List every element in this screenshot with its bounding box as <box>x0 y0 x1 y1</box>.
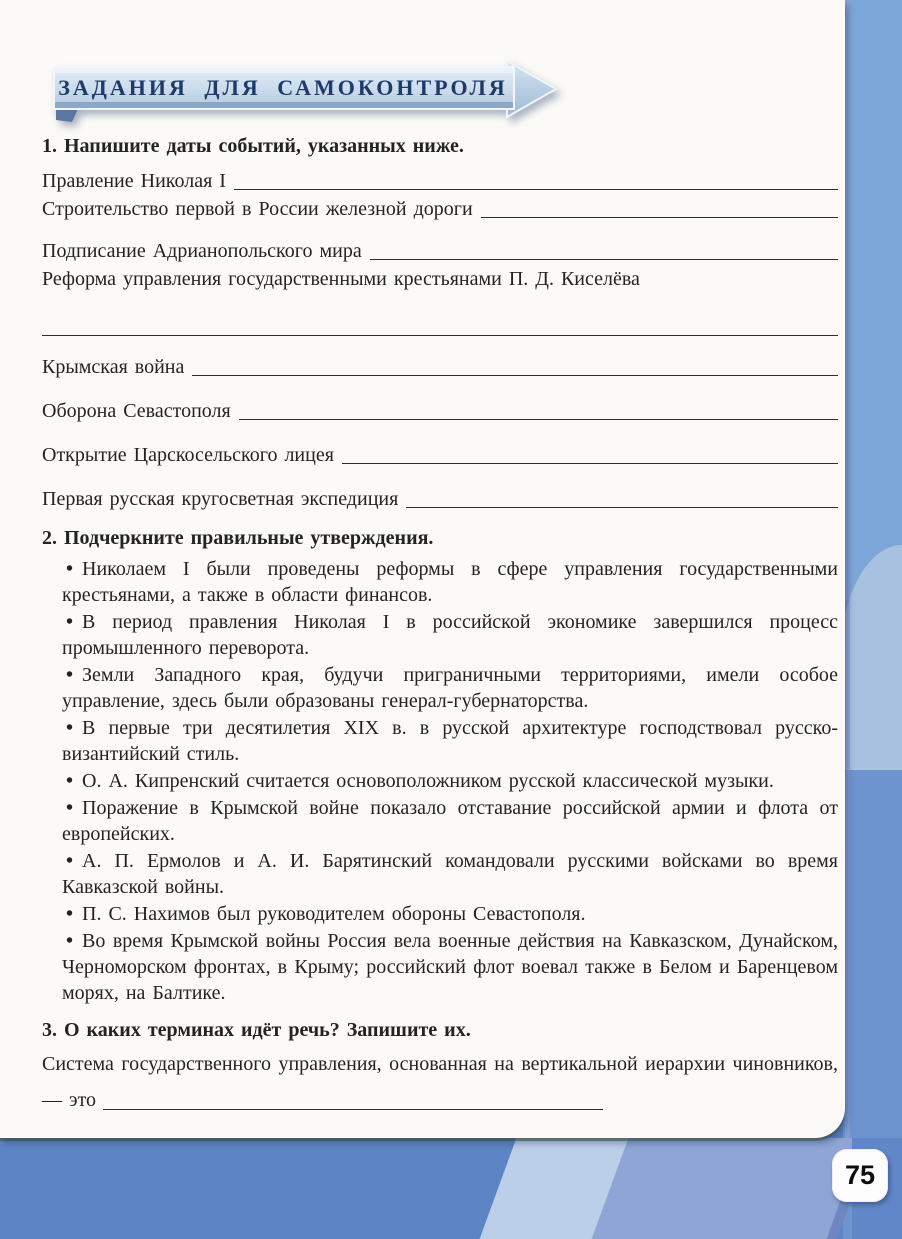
background-shape <box>843 0 902 600</box>
event-label: Реформа управления государственными крестьянами П. Д. Киселёва <box>42 268 640 290</box>
bullet-icon: • <box>66 611 74 633</box>
page-content <box>0 132 845 1118</box>
background-shape <box>592 1138 864 1239</box>
task2-instruction: Подчеркните правильные утверждения. <box>64 527 434 549</box>
event-label: Строительство первой в России железной дороги <box>42 198 473 220</box>
statement-text: О. А. Кипренский считается основоположником русской классической музыки. <box>82 770 774 792</box>
event-label: Крымская война <box>42 356 185 378</box>
statement-item <box>62 662 838 714</box>
bullet-icon: • <box>66 664 74 686</box>
answer-line <box>481 217 838 218</box>
answer-line <box>239 419 838 420</box>
statement-text: Николаем I были проведены реформы в сфере управления государственными крестьянами, а также в области финансов. <box>62 558 838 606</box>
task3-number: 3. <box>42 1019 57 1041</box>
statement-item <box>62 928 838 1006</box>
statement-item <box>62 609 838 661</box>
answer-line <box>192 375 838 376</box>
statement-item <box>62 556 838 608</box>
answer-line <box>103 1109 603 1110</box>
event-label: Открытие Царскосельского лицея <box>42 444 334 466</box>
answer-line <box>406 507 838 508</box>
bullet-icon: • <box>66 930 74 952</box>
task1-row <box>42 168 838 194</box>
task1-row <box>42 380 838 424</box>
section-banner-title: ЗАДАНИЯ ДЛЯ САМОКОНТРОЛЯ <box>58 75 508 100</box>
section-banner <box>52 58 564 124</box>
event-label: Оборона Севастополя <box>42 400 231 422</box>
task3-heading <box>42 1016 838 1044</box>
event-label: Первая русская кругосветная экспедиция <box>42 488 399 510</box>
statement-item <box>62 848 838 900</box>
statement-text: В период правления Николая I в российской экономике завершился процесс промышленного переворота. <box>62 611 838 659</box>
bullet-icon: • <box>66 717 74 739</box>
task1-row <box>42 424 838 468</box>
task1-instruction: Напишите даты событий, указанных ниже. <box>64 135 464 157</box>
bullet-icon: • <box>66 770 74 792</box>
statement-text: Во время Крымской войны Россия вела военные действия на Кавказском, Дунайском, Черноморском фронтах, в Крыму; российский флот воевал также в Белом и Баренцевом морях, на Балтике. <box>62 930 838 1004</box>
task1-number: 1. <box>42 135 57 157</box>
statement-text: Поражение в Крымской войне показало отставание российской армии и флота от европейских. <box>62 797 838 845</box>
term-definition <box>42 1046 838 1118</box>
task3-instruction: О каких терминах идёт речь? Запишите их. <box>64 1019 471 1041</box>
bullet-icon: • <box>66 558 74 580</box>
task1-row <box>42 468 838 512</box>
statement-text: В первые три десятилетия XIX в. в русской архитектуре господствовал русско-византийский стиль. <box>62 717 838 765</box>
bullet-icon: • <box>66 903 74 925</box>
task1-row <box>42 236 838 264</box>
answer-line <box>342 463 838 464</box>
task1-row <box>42 194 838 222</box>
statement-list <box>42 556 838 1006</box>
task1-row <box>42 336 838 380</box>
term-definition-text: Система государственного управления, основанная на вертикальной иерархии чиновников, — это <box>42 1053 838 1111</box>
task2-heading <box>42 524 838 552</box>
statement-item <box>62 795 838 847</box>
statement-text: П. С. Нахимов был руководителем обороны Севастополя. <box>82 903 586 925</box>
statement-text: А. П. Ермолов и А. И. Барятинский командовали русскими войсками во время Кавказской войны. <box>62 850 838 898</box>
statement-item <box>62 715 838 767</box>
statement-text: Земли Западного края, будучи приграничными территориями, имели особое управление, здесь были образованы генерал-губернаторства. <box>62 664 838 712</box>
task1-heading <box>42 132 838 160</box>
statement-item <box>62 768 838 794</box>
event-label: Правление Николая I <box>42 170 226 192</box>
event-label: Подписание Адрианопольского мира <box>42 240 362 262</box>
task1-row <box>42 264 838 292</box>
bullet-icon: • <box>66 850 74 872</box>
answer-line <box>42 312 838 336</box>
page-number-badge: 75 <box>832 1149 888 1202</box>
task2-number: 2. <box>42 527 57 549</box>
bullet-icon: • <box>66 797 74 819</box>
answer-line <box>370 259 838 260</box>
answer-line <box>234 189 838 190</box>
background-shape <box>845 0 850 1138</box>
statement-item <box>62 901 838 927</box>
